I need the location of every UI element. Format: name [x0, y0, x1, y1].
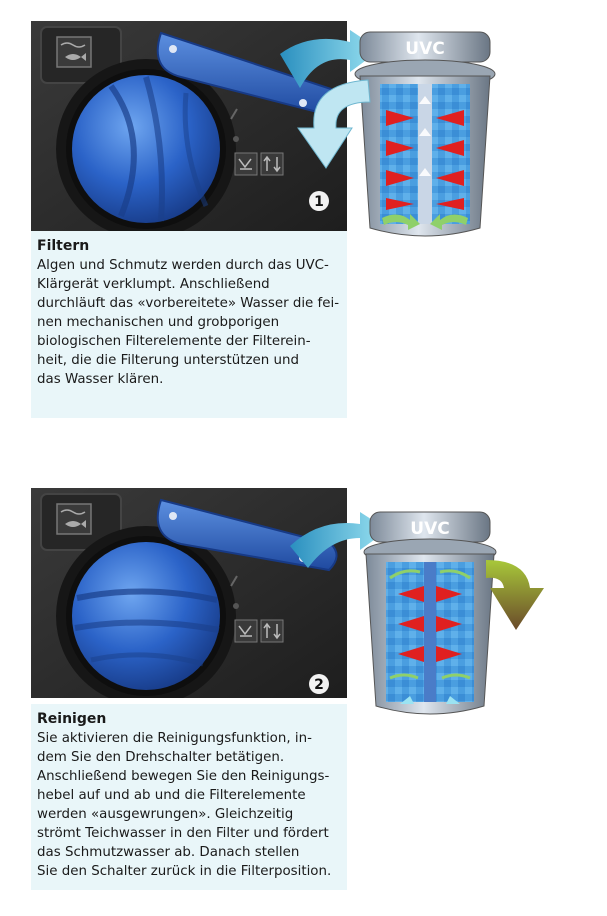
caption-line: dem Sie den Drehschalter betätigen.	[37, 750, 285, 765]
filter-mode-icon	[235, 620, 257, 642]
caption-line: biologischen Filterelemente der Filterein-	[37, 334, 311, 349]
device-uvc-label: UVC	[410, 519, 450, 539]
caption-line: das Wasser klären.	[37, 372, 164, 387]
filter-mode-icon	[235, 153, 257, 175]
caption-filtern	[31, 231, 347, 418]
section-title: Filtern	[37, 238, 90, 254]
fish-waves-icon	[57, 37, 91, 67]
device-uvc-label: UVC	[405, 39, 445, 59]
section-title: Reinigen	[37, 711, 107, 727]
caption-line: hebel auf und ab und die Filterelemente	[37, 788, 306, 803]
svg-text:2: 2	[314, 677, 324, 693]
cleaning-mode-icon	[261, 620, 283, 642]
outflow-arrow	[298, 80, 370, 168]
svg-text:1: 1	[314, 194, 324, 210]
caption-line: Anschließend bewegen Sie den Reinigungs-	[37, 769, 330, 784]
filter-device-diagram-2	[290, 498, 590, 730]
caption-line: das Schmutzwasser ab. Danach stellen	[37, 845, 300, 860]
outflow-arrow	[486, 560, 544, 630]
caption-line: werden «ausgewrungen». Gleichzeitig	[37, 807, 294, 822]
rotary-knob[interactable]	[72, 75, 220, 223]
caption-line: nen mechanischen und grobporigen	[37, 315, 280, 330]
caption-line: strömt Teichwasser in den Filter und fördert	[37, 826, 329, 841]
caption-line: Klärgerät verklumpt. Anschließend	[37, 277, 270, 292]
caption-reinigen	[31, 704, 347, 890]
fish-waves-icon	[57, 504, 91, 534]
caption-line: Sie den Schalter zurück in die Filterposition.	[37, 864, 332, 879]
caption-line: durchläuft das «vorbereitete» Wasser die fei-	[37, 296, 340, 311]
filter-device-diagram-1	[270, 18, 510, 250]
caption-line: Sie aktivieren die Reinigungsfunktion, in-	[37, 731, 312, 746]
caption-line: Algen und Schmutz werden durch das UVC-	[37, 258, 329, 273]
rotary-knob[interactable]	[72, 542, 220, 690]
caption-line: heit, die die Filterung unterstützen und	[37, 353, 299, 368]
